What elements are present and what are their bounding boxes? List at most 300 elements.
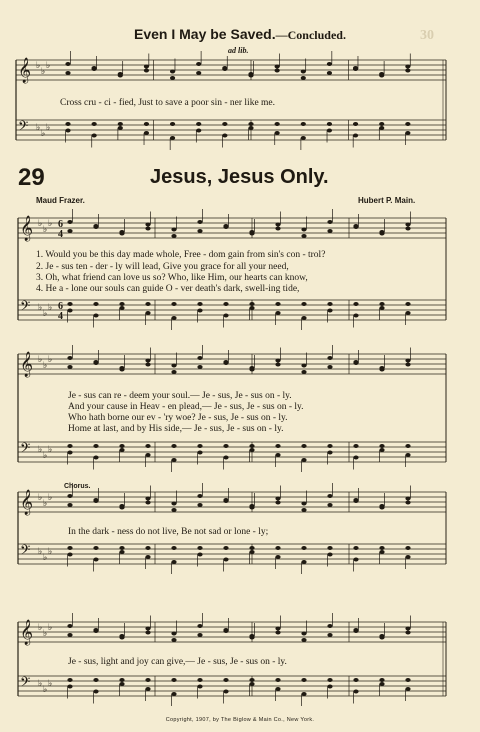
note-head [275,687,280,691]
bleed-through-page-number: 30 [420,28,434,43]
note-head [275,69,280,73]
note-head [248,126,253,130]
time-signature: 6 [58,301,63,312]
note-head [119,636,124,640]
note-head [145,687,150,691]
note-head [249,678,254,682]
note-head [171,560,176,564]
note-head [327,624,332,628]
note-head [119,506,124,510]
treble-clef: 𝄞 [18,58,32,83]
note-head [67,553,72,557]
note-head [249,306,254,310]
note-head [301,302,306,306]
note-head [353,122,358,126]
note-head [144,131,149,135]
note-head [145,501,150,505]
note-head [223,302,228,306]
note-head [301,678,306,682]
hymn-author: Maud Frazer. [36,196,85,205]
note-head [92,66,97,70]
note-head [93,456,98,460]
note-head [119,546,124,550]
note-head [327,229,332,233]
previous-hymn-title: Even I May be Saved. [134,26,276,42]
note-head [197,553,202,557]
note-head [379,448,384,452]
note-head [171,234,176,238]
note-head [275,453,280,457]
note-head [67,220,72,224]
ad-lib-marking: ad lib. [228,46,249,55]
note-head [65,71,70,75]
note-head [275,444,280,448]
note-head [196,71,201,75]
note-head [223,444,228,448]
note-head [197,302,202,306]
note-head [379,306,384,310]
verse-1-line-2: Je - sus can re - deem your soul.— Je - sus, Je - sus on - ly. [68,391,292,401]
previous-hymn-lyric: Cross cru - ci - fied, Just to save a poor sin - ner like me. [60,98,276,108]
flat-sign: ♭ [48,547,53,557]
note-head [327,451,332,455]
bass-clef: 𝄢 [20,298,31,317]
bass-clef: 𝄢 [20,440,31,459]
note-head [67,503,72,507]
note-head [119,302,124,306]
note-head [197,451,202,455]
note-head [93,628,98,632]
flat-sign: ♭ [43,451,48,461]
note-head [327,678,332,682]
note-head [93,546,98,550]
flat-sign: ♭ [38,547,43,557]
note-head [405,497,410,501]
note-head [197,685,202,689]
note-head [170,122,175,126]
note-head [93,678,98,682]
flat-sign: ♭ [36,123,41,133]
note-head [145,311,150,315]
note-head [405,65,410,69]
note-head [171,302,176,306]
note-head [379,636,384,640]
note-head [197,444,202,448]
note-head [223,360,228,364]
note-head [67,309,72,313]
note-head [275,65,280,69]
note-head [379,126,384,130]
note-head [379,678,384,682]
note-head [301,638,306,642]
flat-sign: ♭ [41,67,46,77]
note-head [67,302,72,306]
note-head [353,314,358,318]
note-head [171,508,176,512]
note-head [379,550,384,554]
note-head [301,370,306,374]
note-head [301,444,306,448]
note-head [405,444,410,448]
note-head [119,550,124,554]
note-head [65,129,70,133]
flat-sign: ♭ [43,499,48,509]
note-head [301,70,306,74]
note-head [379,122,384,126]
note-head [119,444,124,448]
note-head [197,309,202,313]
note-head [196,129,201,133]
note-head [171,228,176,232]
note-head [223,678,228,682]
note-head [301,234,306,238]
note-head [222,134,227,138]
verse-4-line-2: Home at last, and by His side,— Je - sus, Je - sus on - ly. [68,424,284,434]
flat-sign: ♭ [43,225,48,235]
note-head [170,70,175,74]
note-head [223,690,228,694]
note-head [301,546,306,550]
note-head [327,444,332,448]
note-head [223,628,228,632]
treble-clef: 𝄞 [20,490,34,515]
note-head [171,364,176,368]
flat-sign: ♭ [46,61,51,71]
note-head [145,363,150,367]
hymn-composer: Hubert P. Main. [358,196,416,205]
note-head [65,62,70,66]
note-head [301,560,306,564]
note-head [301,502,306,506]
note-head [67,444,72,448]
flat-sign: ♭ [41,129,46,139]
note-head [171,546,176,550]
note-head [170,136,175,140]
note-head [405,131,410,135]
flat-sign: ♭ [48,219,53,229]
note-head [353,302,358,306]
flat-sign: ♭ [38,623,43,633]
bass-clef: 𝄢 [18,118,29,137]
flat-sign: ♭ [43,361,48,371]
note-head [197,494,202,498]
note-head [275,131,280,135]
flat-sign: ♭ [43,685,48,695]
note-head [223,558,228,562]
note-head [196,62,201,66]
note-head [353,678,358,682]
note-head [248,74,253,78]
note-head [197,503,202,507]
note-head [275,227,280,231]
note-head [67,685,72,689]
note-head [405,687,410,691]
flat-sign: ♭ [38,219,43,229]
note-head [327,365,332,369]
note-head [379,546,384,550]
note-head [145,631,150,635]
flat-sign: ♭ [48,493,53,503]
note-head [379,368,384,372]
bass-clef: 𝄢 [20,542,31,561]
note-head [145,497,150,501]
note-head [301,316,306,320]
note-head [67,494,72,498]
note-head [249,232,254,236]
note-head [67,356,72,360]
chorus-label: Chorus. [64,483,91,490]
note-head [405,359,410,363]
note-head [275,359,280,363]
note-head [144,65,149,69]
note-head [353,628,358,632]
previous-hymn-concluded: —Concluded. [275,28,346,42]
note-head [353,66,358,70]
flat-sign: ♭ [48,355,53,365]
copyright-notice: Copyright, 1907, by The Biglow & Main Co., New York. [165,717,315,723]
note-head [327,503,332,507]
note-head [301,76,306,80]
note-head [93,498,98,502]
note-head [327,122,332,126]
note-head [119,682,124,686]
chorus-line-1: In the dark - ness do not live, Be not sad or lone - ly; [68,527,269,537]
note-head [301,228,306,232]
note-head [223,314,228,318]
verse-1-line-1: 1. Would you be this day made whole, Free - dom gain from sin's con - trol? [36,250,326,260]
note-head [379,444,384,448]
note-head [405,69,410,73]
note-head [197,678,202,682]
note-head [67,678,72,682]
note-head [405,501,410,505]
note-head [249,444,254,448]
note-head [249,546,254,550]
note-head [118,122,123,126]
treble-clef: 𝄞 [20,620,34,645]
note-head [197,365,202,369]
note-head [145,627,150,631]
note-head [223,546,228,550]
note-head [353,498,358,502]
note-head [379,74,384,78]
note-head [197,546,202,550]
note-head [119,678,124,682]
note-head [353,690,358,694]
note-head [405,363,410,367]
note-head [93,314,98,318]
flat-sign: ♭ [36,61,41,71]
note-head [197,229,202,233]
note-head [275,678,280,682]
note-head [379,232,384,236]
note-head [249,302,254,306]
verse-3-line-1: 3. Oh, what friend can love us so? Who, like Him, our hearts can know, [36,273,308,283]
note-head [93,360,98,364]
note-head [275,363,280,367]
note-head [327,494,332,498]
time-signature: 4 [58,229,63,240]
note-head [196,122,201,126]
note-head [327,71,332,75]
note-head [93,302,98,306]
note-head [222,66,227,70]
note-head [353,360,358,364]
note-head [67,546,72,550]
note-head [171,632,176,636]
note-head [67,624,72,628]
note-head [171,458,176,462]
note-head [144,69,149,73]
note-head [144,122,149,126]
note-head [405,122,410,126]
note-head [93,224,98,228]
note-head [145,546,150,550]
note-head [275,546,280,550]
previous-hymn-heading [0,26,480,43]
note-head [275,302,280,306]
note-head [119,368,124,372]
note-head [353,134,358,138]
note-head [327,302,332,306]
note-head [145,453,150,457]
flat-sign: ♭ [48,623,53,633]
note-head [275,122,280,126]
note-head [353,546,358,550]
verse-2-line-2: And your cause in Heav - en plead,— Je - sus, Je - sus on - ly. [68,402,304,412]
note-head [67,633,72,637]
time-signature: 6 [58,219,63,230]
note-head [249,550,254,554]
note-head [379,682,384,686]
note-head [65,122,70,126]
note-head [301,364,306,368]
flat-sign: ♭ [38,355,43,365]
flat-sign: ♭ [48,445,53,455]
note-head [301,692,306,696]
note-head [145,223,150,227]
flat-sign: ♭ [43,629,48,639]
note-head [275,627,280,631]
note-head [249,368,254,372]
note-head [275,223,280,227]
bass-clef: 𝄢 [20,674,31,693]
note-head [327,553,332,557]
hymn-number: 29 [18,164,45,191]
note-head [171,692,176,696]
note-head [92,122,97,126]
flat-sign: ♭ [38,493,43,503]
note-head [118,74,123,78]
chorus-line-2: Je - sus, light and joy can give,— Je - sus, Je - sus on - ly. [68,657,287,667]
note-head [327,309,332,313]
note-head [145,555,150,559]
note-head [301,508,306,512]
note-head [118,126,123,130]
note-head [327,356,332,360]
note-head [67,229,72,233]
note-head [353,558,358,562]
flat-sign: ♭ [48,303,53,313]
note-head [170,76,175,80]
note-head [145,227,150,231]
note-head [92,134,97,138]
treble-clef: 𝄞 [20,352,34,377]
flat-sign: ♭ [43,553,48,563]
note-head [405,302,410,306]
verse-4-line-1: 4. He a - lone our souls can guide O - ver death's dark, swell-ing tide, [36,284,300,294]
note-head [171,502,176,506]
hymn-title: Jesus, Jesus Only. [150,166,329,188]
note-head [197,220,202,224]
note-head [405,453,410,457]
flat-sign: ♭ [38,303,43,313]
treble-clef: 𝄞 [20,216,34,241]
note-head [249,506,254,510]
note-head [119,232,124,236]
note-head [405,223,410,227]
note-head [405,678,410,682]
note-head [67,451,72,455]
note-head [119,448,124,452]
note-head [405,631,410,635]
flat-sign: ♭ [46,123,51,133]
verse-3-line-2: Who hath borne our ev - 'ry woe? Je - sus, Je - sus on - ly. [68,413,288,423]
note-head [353,444,358,448]
note-head [249,448,254,452]
note-head [223,498,228,502]
note-head [275,497,280,501]
note-head [327,129,332,133]
note-head [301,458,306,462]
note-head [275,311,280,315]
note-head [327,220,332,224]
note-head [223,456,228,460]
note-head [249,682,254,686]
note-head [171,444,176,448]
note-head [93,690,98,694]
note-head [171,638,176,642]
note-head [379,506,384,510]
note-head [301,136,306,140]
note-head [93,558,98,562]
note-head [327,546,332,550]
note-head [171,370,176,374]
note-head [145,678,150,682]
note-head [405,555,410,559]
time-signature: 4 [58,311,63,322]
note-head [405,227,410,231]
note-head [93,444,98,448]
note-head [327,633,332,637]
note-head [353,456,358,460]
note-head [405,627,410,631]
note-head [119,306,124,310]
note-head [67,365,72,369]
note-head [171,316,176,320]
note-head [405,546,410,550]
note-head [249,636,254,640]
note-head [301,122,306,126]
note-head [145,444,150,448]
note-head [353,224,358,228]
note-head [197,633,202,637]
flat-sign: ♭ [43,309,48,319]
note-head [197,624,202,628]
note-head [301,632,306,636]
flat-sign: ♭ [48,679,53,689]
note-head [275,501,280,505]
